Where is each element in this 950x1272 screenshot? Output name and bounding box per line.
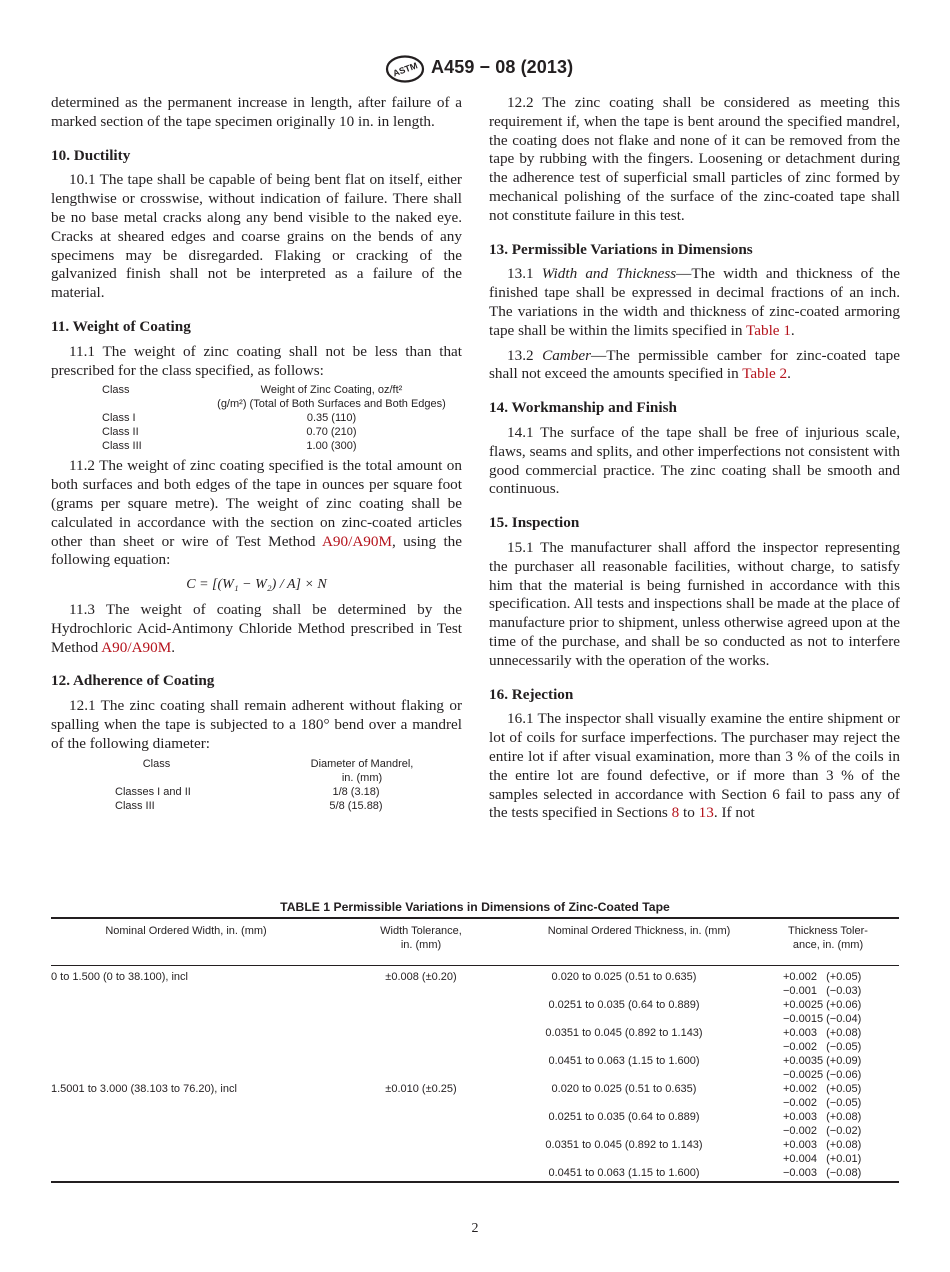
table-row: 0.0451 to 0.063 (1.15 to 1.600) −0.003 (−0.08) <box>548 1167 862 1179</box>
right-column <box>489 94 900 823</box>
section-14-heading: 14. Workmanship and Finish <box>489 399 677 417</box>
table-1 <box>51 917 899 1183</box>
paragraph-16-1: 16.1 The inspector shall visually examine the entire shipment or lot of coils for surface imperfections. The purchaser may reject the entire lot if after visual examination, more than 3 % of the coils in the entire lot are found defective, or if more than 3 % of the samples selected in accordance with Section 6 fail to pass any of the tests specified in Sections 8 to 13. If not <box>489 710 900 822</box>
paragraph-11-1: 11.1 The weight of zinc coating shall not be less than that prescribed for the class specified, as follows: <box>51 342 462 379</box>
astm-a90-link[interactable]: A90/A90M <box>101 638 172 656</box>
svg-text:ASTM: ASTM <box>391 60 419 79</box>
table-row: 0.0351 to 0.045 (0.892 to 1.143) +0.003 (+0.08) +0.004 (+0.01) <box>545 1139 862 1165</box>
document-designation: A459 − 08 (2013) <box>431 57 574 77</box>
section-13-link[interactable]: 13 <box>698 804 714 822</box>
table-row: Classes I and II 1/8 (3.18) <box>115 785 380 798</box>
page-number: 2 <box>471 1221 479 1236</box>
paragraph-13-1: 13.1 Width and Thickness—The width and thickness of the finished tape shall be expressed in decimal fractions of an inch. The variations in the width and thickness of zinc-coated armoring tape shall be within the limits specified in Table 1. <box>489 265 900 339</box>
section-11-heading: 11. Weight of Coating <box>51 317 191 335</box>
column-header-thickness-tolerance: Thickness Toler- ance, in. (mm) <box>788 925 868 951</box>
section-8-link[interactable]: 8 <box>671 804 680 822</box>
table-2-link[interactable]: Table 2 <box>742 365 788 383</box>
paragraph-12-1: 12.1 The zinc coating shall remain adherent without flaking or spalling when the tape is subjected to a 180° bend over a mandrel of the following diameter: <box>51 697 462 752</box>
section-16-heading: 16. Rejection <box>489 685 574 703</box>
paragraph-11-2: 11.2 The weight of zinc coating specified is the total amount on both surfaces and both edges of the tape in ounces per square foot (grams per square metre). The weight of zinc coating shall be calculated in accordance with the section on zinc-coated articles other than sheet or wire of Test Method A90/A90M, using the following equation: <box>51 457 462 569</box>
paragraph-15-1: 15.1 The manufacturer shall afford the inspector representing the purchaser all reasonable facilities, without charge, to satisfy him that the material is being furnished in accordance with this specification. All tests and inspections shall be made at the place of manufacture prior to shipment, unless otherwise agreed upon at the time of the purchase, and shall be so conducted as not to interfere unnecessarily with the operation of the works. <box>489 538 900 669</box>
section-13-heading: 13. Permissible Variations in Dimensions <box>489 240 753 258</box>
table-header-row <box>51 919 899 965</box>
continued-paragraph: determined as the permanent increase in length, after failure of a marked section of the tape specimen originally 10 in. in length. <box>51 94 462 130</box>
paragraph-10-1: 10.1 The tape shall be capable of being bent flat on itself, either lengthwise or crosswise, without indication of failure. There shall be no base metal cracks along any bend visible to the naked eye. Cracks at sheared edges and coarse grains on the bends of any specimens may be disregarded. Flaking or cracking of the galvanized finish shall not be interpreted as a failure of the material. <box>51 171 462 302</box>
table-row: 0 to 1.500 (0 to 38.100), incl ±0.008 (±0.20) 0.020 to 0.025 (0.51 to 0.635) +0.002 (+0.05) −0.001 (−0.03) <box>51 971 862 997</box>
table-row: Class II 0.70 (210) <box>102 426 357 439</box>
coating-weight-equation: C = [(W₁ − W₂) / A] × N <box>186 577 327 593</box>
table-row: 0.0451 to 0.063 (1.15 to 1.600) +0.0035 (+0.09) −0.0025 (−0.06) <box>548 1055 862 1081</box>
table-body <box>51 966 899 1181</box>
table-bottom-rule <box>51 1181 899 1183</box>
paragraph-11-3: 11.3 The weight of coating shall be determined by the Hydrochloric Acid-Antimony Chloride Method prescribed in Test Method A90/A90M. <box>51 600 462 656</box>
section-12-heading: 12. Adherence of Coating <box>51 672 215 690</box>
page-header <box>0 57 950 81</box>
paragraph-14-1: 14.1 The surface of the tape shall be free of injurious scale, flaws, seams and splits, and other imperfections not consistent with good commercial practice. The zinc coating shall be smooth and continuous. <box>489 423 900 498</box>
table-row: Class III 5/8 (15.88) <box>115 799 383 812</box>
table-header: Class <box>102 384 130 397</box>
section-15-heading: 15. Inspection <box>489 514 580 532</box>
column-header-width-tolerance: Width Tolerance, in. (mm) <box>380 925 462 951</box>
table-1-title: TABLE 1 Permissible Variations in Dimensions of Zinc-Coated Tape <box>280 900 670 914</box>
astm-a90-link[interactable]: A90/A90M <box>321 532 393 550</box>
column-header-width: Nominal Ordered Width, in. (mm) <box>105 925 267 937</box>
coating-weight-table <box>51 383 462 453</box>
section-10-heading: 10. Ductility <box>51 146 131 164</box>
table-header: Class <box>142 757 171 770</box>
column-header-thickness: Nominal Ordered Thickness, in. (mm) <box>547 925 731 937</box>
table-header: Weight of Zinc Coating, oz/ft² (g/m²) (Total of Both Surfaces and Both Edges) <box>217 384 446 411</box>
table-1-link[interactable]: Table 1 <box>746 321 791 339</box>
astm-logo-icon <box>385 55 425 83</box>
left-column <box>51 94 462 817</box>
paragraph-12-2: 12.2 The zinc coating shall be considered as meeting this requirement if, when the tape is bent around the specified mandrel, the coating does not flake and none of it can be removed from the tape by rubbing with the fingers. Loosening or detachment during the adherence test of superficial small particles of zinc formed by mechanical polishing of the surface of the zinc-coated tape shall not constitute failure in this test. <box>489 94 900 224</box>
table-header: Diameter of Mandrel, in. (mm) <box>310 757 414 784</box>
table-row: Class III 1.00 (300) <box>102 440 357 453</box>
table-row: 0.0251 to 0.035 (0.64 to 0.889) +0.003 (+0.08) −0.002 (−0.02) <box>548 1111 862 1137</box>
table-row: 1.5001 to 3.000 (38.103 to 76.20), incl ±0.010 (±0.25) 0.020 to 0.025 (0.51 to 0.635) +0.002 (+0.05) −0.002 (−0.05) <box>51 1083 862 1109</box>
table-row: 0.0351 to 0.045 (0.892 to 1.143) +0.003 (+0.08) −0.002 (−0.05) <box>545 1027 862 1053</box>
table-row: Class I 0.35 (110) <box>102 412 357 425</box>
mandrel-diameter-table <box>51 757 462 813</box>
table-row: 0.0251 to 0.035 (0.64 to 0.889) +0.0025 (+0.06) −0.0015 (−0.04) <box>548 999 862 1025</box>
paragraph-13-2: 13.2 Camber—The permissible camber for zinc-coated tape shall not exceed the amounts specified in Table 2. <box>489 346 900 383</box>
